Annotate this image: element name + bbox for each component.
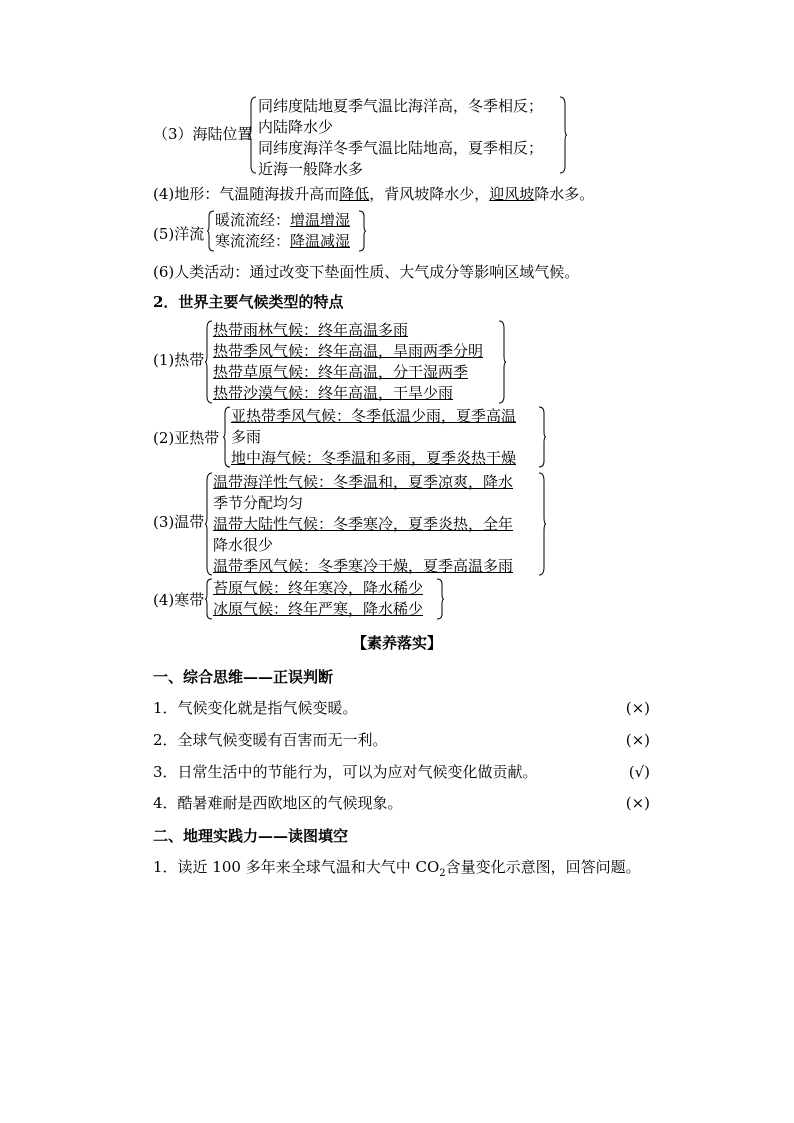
right-brace — [538, 472, 546, 576]
part2-question-1: 1．读近 100 多年来全球气温和大气中 $CO_2$含量变化示意图，回答问题。 — [153, 858, 641, 879]
question-1: 1．气候变化就是指气候变暖。 — [153, 699, 358, 717]
answer-mark-2: (×) — [625, 731, 650, 749]
left-brace — [205, 578, 213, 620]
subtropical-label: (2)亚热带 — [153, 429, 220, 447]
question-4: 4．酷暑难耐是西欧地区的气候现象。 — [153, 794, 403, 812]
question-3: 3．日常生活中的节能行为，可以为应对气候变化做贡献。 — [153, 763, 538, 781]
subtropical-item-1: 亚热带季风气候：冬季低温少雨，夏季高温 — [231, 407, 517, 425]
subtropical-items — [231, 406, 516, 469]
tropical-item-1: 热带雨林气候：终年高温多雨 — [213, 321, 409, 339]
tropical-item-3: 热带草原气候：终年高温，分干湿两季 — [213, 363, 469, 381]
cold-item-1: 苔原气候：终年寒冷，降水稀少 — [213, 579, 424, 597]
left-brace — [223, 406, 231, 468]
temperate-item-2: 季节分配均匀 — [213, 494, 304, 512]
current-items — [215, 210, 350, 252]
right-brace — [498, 320, 506, 404]
part2-heading: 二、地理实践力——读图填空 — [153, 827, 349, 845]
warm-current-item: 暖流流经：增温增湿 — [215, 211, 351, 229]
answer-mark-4: (×) — [625, 794, 650, 812]
sea-land-items — [258, 96, 543, 180]
sea-land-item-4: 近海一般降水多 — [258, 160, 364, 178]
tropical-label: (1)热带 — [153, 351, 205, 369]
section-heading-2: 2．世界主要气候类型的特点 — [153, 293, 344, 311]
cold-label: (4)寒带 — [153, 591, 205, 609]
temperate-item-4: 降水很少 — [213, 536, 274, 554]
tropical-items — [213, 320, 483, 404]
answer-mark-1: (×) — [625, 699, 650, 717]
human-activity-line: (6)人类活动：通过改变下垫面性质、大气成分等影响区域气候。 — [153, 263, 580, 281]
subtropical-item-2: 多雨 — [231, 428, 262, 446]
answer-mark-3: (√) — [628, 763, 650, 781]
right-brace — [559, 96, 567, 174]
terrain-line: (4)地形：气温随海拔升高而降低，背风坡降水少，迎风坡降水多。 — [153, 185, 595, 203]
left-brace — [205, 472, 213, 576]
sea-land-label: （3）海陆位置 — [153, 125, 253, 143]
current-label: (5)洋流 — [153, 225, 205, 243]
tropical-item-2: 热带季风气候：终年高温，旱雨两季分明 — [213, 342, 484, 360]
sea-land-item-2: 内陆降水少 — [258, 118, 334, 136]
tropical-item-4: 热带沙漠气候：终年高温，干旱少雨 — [213, 384, 454, 402]
subtropical-item-3: 地中海气候：冬季温和多雨，夏季炎热干燥 — [231, 449, 517, 467]
temperate-label: (3)温带 — [153, 513, 205, 531]
temperate-items — [213, 472, 513, 577]
cold-item-2: 冰原气候：终年严寒，降水稀少 — [213, 600, 424, 618]
left-brace — [249, 96, 257, 174]
sea-land-item-1: 同纬度陆地夏季气温比海洋高，冬季相反； — [258, 97, 544, 115]
cold-current-item: 寒流流经：降温减湿 — [215, 232, 351, 250]
left-brace — [207, 210, 215, 252]
right-brace — [538, 406, 546, 468]
temperate-item-3: 温带大陆性气候：冬季寒冷，夏季炎热，全年 — [213, 515, 514, 533]
right-brace — [436, 578, 444, 620]
section-title: 【素养落实】 — [351, 634, 442, 652]
temperate-item-5: 温带季风气候：冬季寒冷干燥，夏季高温多雨 — [213, 557, 514, 575]
temperate-item-1: 温带海洋性气候：冬季温和，夏季凉爽，降水 — [213, 473, 514, 491]
sea-land-item-3: 同纬度海洋冬季气温比陆地高，夏季相反； — [258, 139, 544, 157]
right-brace — [358, 210, 366, 252]
question-2: 2．全球气候变暖有百害而无一利。 — [153, 731, 388, 749]
cold-items — [213, 578, 423, 620]
part1-heading: 一、综合思维——正误判断 — [153, 668, 334, 686]
left-brace — [205, 320, 213, 404]
